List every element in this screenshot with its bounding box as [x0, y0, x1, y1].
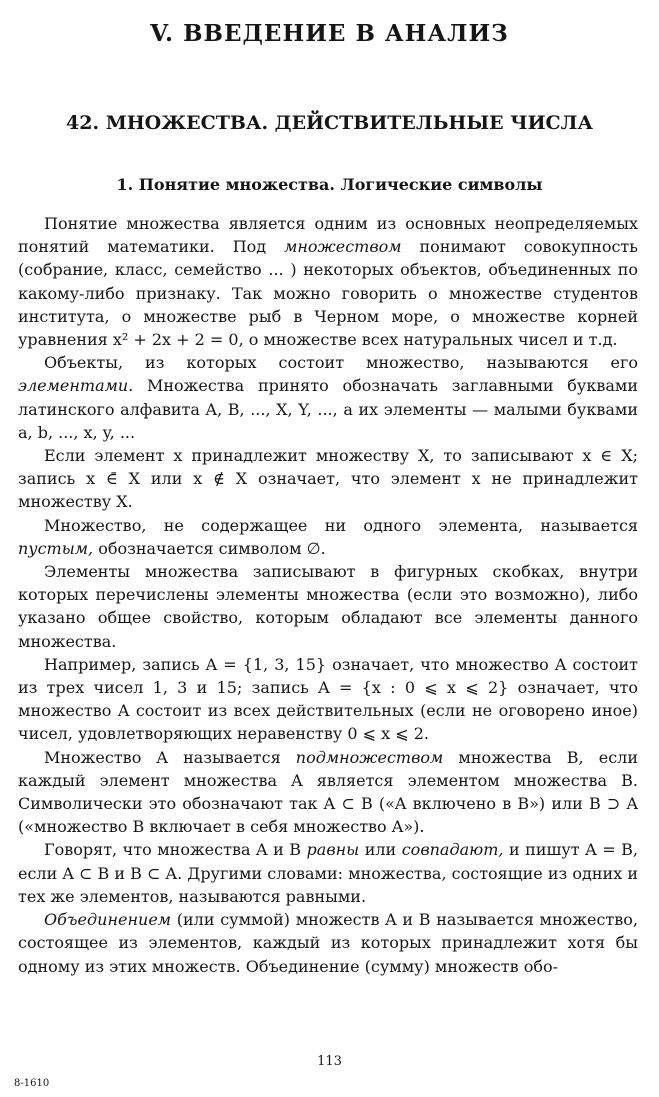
paragraph-membership [18, 444, 638, 514]
text-span: Например, запись A = {1, 3, 15} означает, что множество A состоит из трех чисел 1, 3 и 15; запись A = {x : 0 ⩽ x ⩽ 2} означает, что множество A состоит из всех действительных (если не оговорено иное) чисел, удовлетворяющих неравенству 0 ⩽ x ⩽ 2. [18, 654, 638, 744]
term-emphasis: равны [306, 840, 360, 860]
text-span: понимают совокупность (собрание, класс, семейство ... ) некоторых объектов, объединенных по какому-либо признаку. Так можно говорить о множестве студентов института, о множестве рыб в Черном море, о множестве корней уравнения x² + 2x + 2 = 0, о множестве всех натуральных чисел и т.д. [18, 237, 638, 350]
term-emphasis: совпадают, [401, 840, 504, 860]
signature-mark: 8-1610 [14, 1078, 50, 1089]
text-span: обозначается символом ∅. [93, 538, 326, 558]
term-emphasis: элементами. [18, 376, 134, 396]
paragraph-empty-set [18, 514, 638, 560]
term-emphasis: пустым, [18, 538, 94, 558]
paragraph-braces [18, 560, 638, 653]
text-span: Множество, не содержащее ни одного элемента, называется [44, 515, 638, 535]
chapter-title: V. ВВЕДЕНИЕ В АНАЛИЗ [150, 20, 509, 47]
section-title: 42. МНОЖЕСТВА. ДЕЙСТВИТЕЛЬНЫЕ ЧИСЛА [66, 112, 593, 134]
paragraph-equality [18, 838, 638, 908]
text-span: или [359, 840, 402, 860]
text-span: Говорят, что множества A и B [44, 840, 307, 860]
term-emphasis: Объединением [44, 910, 172, 930]
subsection-title: 1. Понятие множества. Логические символы [116, 175, 543, 194]
text-span: Множество A называется [44, 747, 296, 767]
paragraph-example [18, 653, 638, 746]
text-span: Если элемент x принадлежит множеству X, то записывают x ∈ X; запись x ∈̄ X или x ∉ X означает, что элемент x не принадлежит множеству X. [18, 446, 638, 512]
paragraph-elements [18, 351, 638, 444]
text-span: Множества принято обозначать заглавными буквами латинского алфавита A, B, ..., X, Y, ..., а их элементы — малыми буквами a, b, ..., x, y, ... [18, 376, 638, 442]
paragraph-union [18, 908, 638, 978]
text-span: Объекты, из которых состоит множество, называются его [44, 353, 638, 373]
body-text [18, 212, 638, 978]
paragraph-subset [18, 746, 638, 839]
text-span: Понятие множества является одним из основных неопределяемых понятий математики. Под [18, 214, 638, 257]
text-span: и пишут A = B, если A ⊂ B и B ⊂ A. Другими словами: множества, состоящие из одних и тех же элементов, называются равными. [18, 840, 638, 906]
term-emphasis: подмножеством [295, 747, 444, 767]
text-span: (или суммой) множеств A и B называется множество, состоящее из элементов, каждый из которых принадлежит хотя бы одному из этих множеств. Объединение (сумму) множеств обо- [18, 910, 638, 976]
text-span: Элементы множества записывают в фигурных скобках, внутри которых перечислены элементы множества (если это возможно), либо указано общее свойство, которым обладают все элементы данного множества. [18, 562, 638, 651]
paragraph-sets-definition [18, 212, 638, 351]
term-emphasis: множеством [284, 237, 402, 257]
text-span: множества B, если каждый элемент множества A является элементом множества B. Символически это обозначают так A ⊂ B («A включено в B») или B ⊃ A («множество B включает в себя множество A»). [18, 747, 639, 837]
page-number: 113 [317, 1054, 342, 1069]
